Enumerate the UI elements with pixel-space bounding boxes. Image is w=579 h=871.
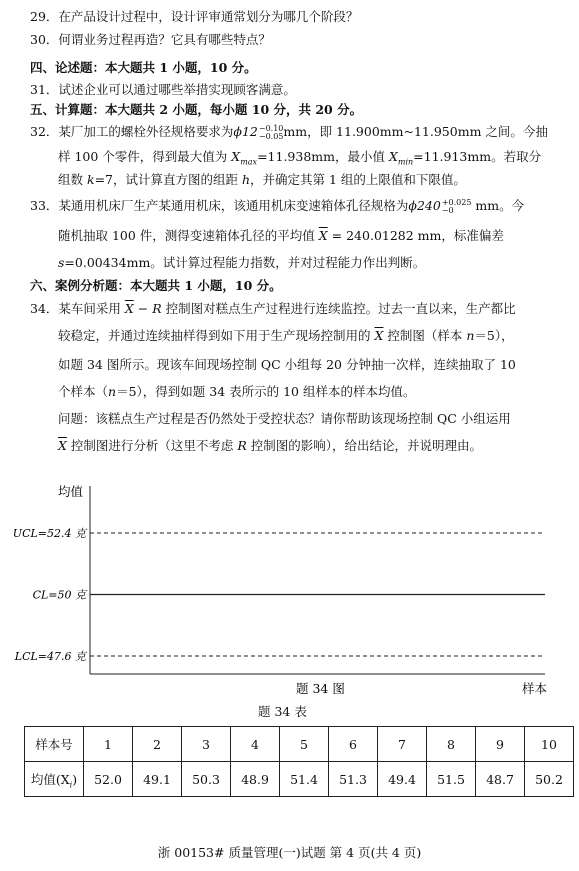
question-34-line-6: $\overline{X}$ 控制图进行分析（这里不考虑 R 控制图的影响），给出结论，并说明理由。 (58, 438, 483, 453)
question-29: 29．在产品设计过程中，设计评审通常划分为哪几个阶段？ (30, 9, 359, 24)
table-cell: 48.7 (476, 762, 525, 797)
question-34-line-2: 较稳定，并通过连续抽样得到如下用于生产现场控制用的 $\overline{X}$ 控制图（样本 n＝5）， (58, 328, 514, 343)
question-31: 31．试述企业可以通过哪些举措实现顾客满意。 (30, 82, 296, 97)
table-cell: 52.0 (84, 762, 133, 797)
table-header-sample-no: 样本号 (25, 727, 84, 762)
sample-mean-table (24, 726, 574, 797)
table-header-mean: 均值$(X_i)$ (25, 762, 84, 797)
question-33-line-3: s=0.00434mm。试计算过程能力指数，并对过程能力作出判断。 (58, 255, 426, 270)
table-cell: 8 (427, 727, 476, 762)
ucl-label: UCL=52.4 克 (12, 527, 86, 540)
question-34-line-5: 问题：该糕点生产过程是否仍然处于受控状态？请你帮助该现场控制 QC 小组运用 (58, 411, 511, 426)
question-32-line-2: 样 100 个零件，得到最大值为 $X_{max}=11.938mm$，最小值 $X_{min}=11.913mm$。若取分 (58, 149, 542, 167)
table-cell: 6 (329, 727, 378, 762)
table-cell: 51.3 (329, 762, 378, 797)
question-34-line-4: 个样本（n＝5），得到如题 34 表所示的 10 组样本的样本均值。 (58, 384, 416, 399)
section-4-heading: 四、论述题：本大题共 1 小题，10 分。 (30, 60, 257, 75)
table-cell: 4 (231, 727, 280, 762)
cl-label: CL=50 克 (32, 588, 86, 602)
table-row-mean (25, 762, 574, 797)
table-cell: 1 (84, 727, 133, 762)
table-cell: 9 (476, 727, 525, 762)
table-cell: 49.1 (133, 762, 182, 797)
x-axis-label: 样本 (522, 681, 548, 696)
chart-caption: 题 34 图 (296, 681, 345, 696)
table-row-sample-no (25, 727, 574, 762)
question-32-line-3: 组数 k=7，试计算直方图的组距 h，并确定其第 1 组的上限值和下限值。 (58, 172, 466, 187)
table-cell: 2 (133, 727, 182, 762)
y-axis-label: 均值 (58, 484, 84, 499)
table-cell: 10 (525, 727, 574, 762)
question-32-line-1: 32．某厂加工的螺栓外径规格要求为ϕ12−0.10 −0.05mm，即 11.900mm~11.950mm 之间。今抽 (30, 123, 548, 141)
table-caption: 题 34 表 (258, 704, 307, 719)
question-34-line-1: 34．某车间采用 $\overline{X} - R$ 控制图对糕点生产过程进行连续监控。过去一直以来，生产都比 (30, 301, 516, 316)
table-cell: 50.2 (525, 762, 574, 797)
section-6-heading: 六、案例分析题：本大题共 1 小题，10 分。 (30, 278, 282, 293)
table-cell: 51.5 (427, 762, 476, 797)
table-cell: 5 (280, 727, 329, 762)
table-cell: 7 (378, 727, 427, 762)
table-cell: 3 (182, 727, 231, 762)
question-30: 30．何谓业务过程再造？它具有哪些特点？ (30, 32, 271, 47)
table-cell: 51.4 (280, 762, 329, 797)
question-34-line-3: 如题 34 图所示。现该车间现场控制 QC 小组每 20 分钟抽一次样，连续抽取了 10 (58, 357, 516, 372)
page-footer: 浙 00153# 质量管理(一)试题 第 4 页(共 4 页) (157, 845, 422, 860)
section-5-heading: 五、计算题：本大题共 2 小题，每小题 10 分，共 20 分。 (30, 102, 363, 117)
lcl-label: LCL=47.6 克 (14, 650, 86, 663)
control-chart (0, 478, 579, 708)
table-cell: 48.9 (231, 762, 280, 797)
table-cell: 49.4 (378, 762, 427, 797)
table-cell: 50.3 (182, 762, 231, 797)
question-33-line-2: 随机抽取 100 件，测得变速箱体孔径的平均值 $\overline{X} = 240.01282$ mm，标准偏差 (58, 228, 504, 243)
question-33-line-1: 33．某通用机床厂生产某通用机床，该通用机床变速箱体孔径规格为ϕ240+0.025 −0 mm。今 (30, 197, 525, 215)
